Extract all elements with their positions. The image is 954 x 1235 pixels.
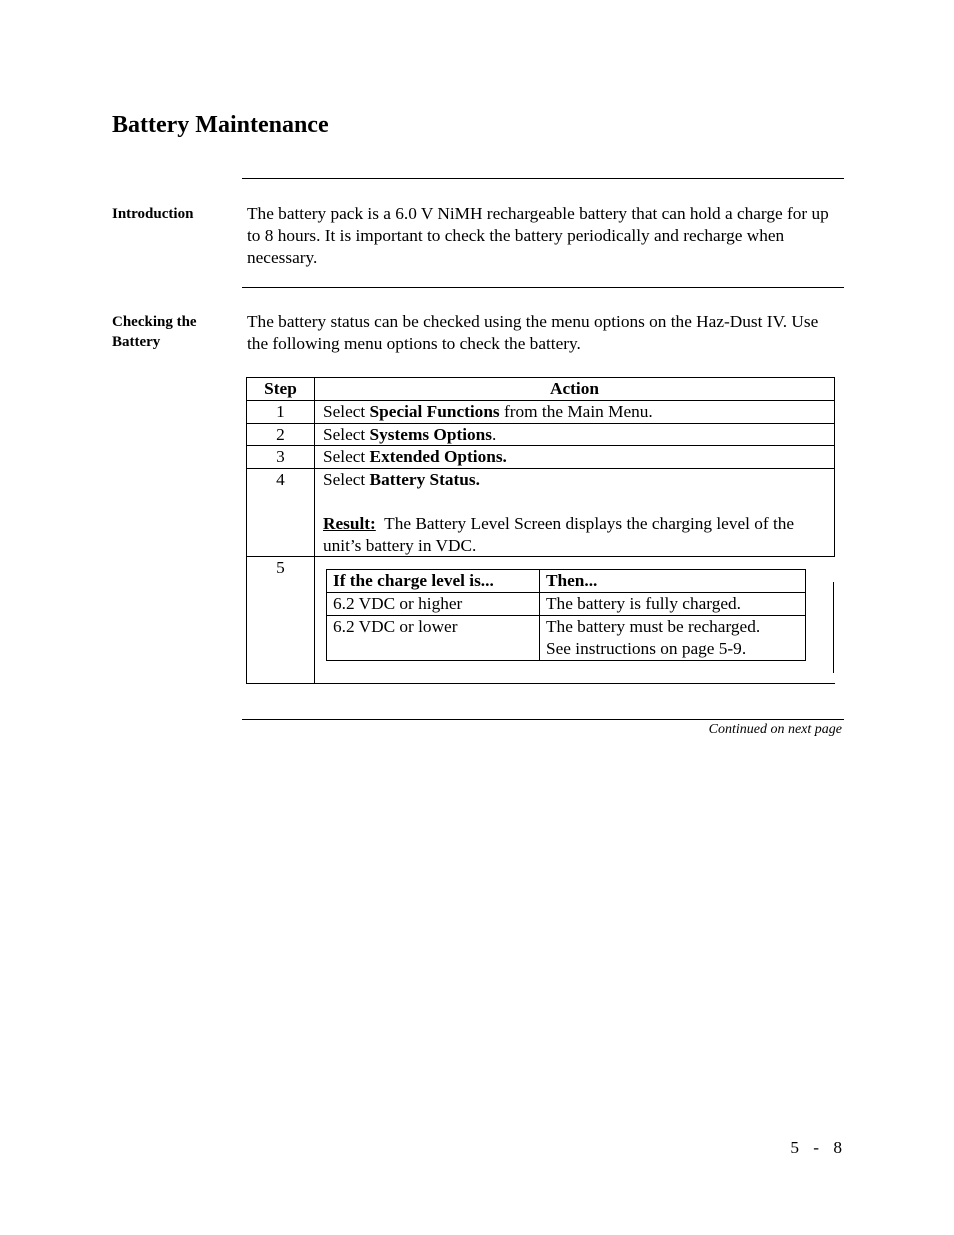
step-number: 1 <box>247 400 315 423</box>
menu-option: Extended Options. <box>369 447 507 467</box>
section-divider <box>242 287 844 288</box>
charge-condition: 6.2 VDC or lower <box>327 615 540 660</box>
menu-option: Special Functions <box>369 401 500 421</box>
table-right-border-fragment <box>833 582 834 673</box>
step-result: Result: The Battery Level Screen displays the charging level of the unit’s battery in VDC. <box>323 513 799 555</box>
page-title: Battery Maintenance <box>112 112 329 138</box>
table-row <box>247 446 835 469</box>
page-number: 5 - 8 <box>790 1138 842 1157</box>
menu-option: Systems Options <box>369 424 492 444</box>
table-row <box>247 557 835 683</box>
section-divider <box>242 178 844 179</box>
header-if: If the charge level is... <box>327 570 540 593</box>
header-then: Then... <box>540 570 806 593</box>
step-action: Select Systems Options. <box>315 423 835 446</box>
section-divider <box>242 719 844 720</box>
menu-option: Battery Status. <box>369 470 480 490</box>
header-action: Action <box>315 378 835 401</box>
charge-result: The battery must be recharged. See instructions on page 5-9. <box>540 615 806 660</box>
step-action: Select Extended Options. <box>315 446 835 469</box>
checking-battery-label <box>112 312 237 352</box>
charge-result: The battery is fully charged. <box>540 593 806 616</box>
inner-header-row <box>327 570 806 593</box>
table-row <box>247 423 835 446</box>
step-action <box>315 557 835 683</box>
step-action: Select Battery Status. Result: The Battery Level Screen displays the charging level of the unit’s battery in VDC. <box>315 469 835 557</box>
step-number: 2 <box>247 423 315 446</box>
checking-battery-text: The battery status can be checked using the menu options on the Haz-Dust IV. Use the following menu options to check the battery. <box>247 312 819 353</box>
charge-level-table <box>326 569 806 660</box>
step-number: 5 <box>247 557 315 683</box>
header-step: Step <box>247 378 315 401</box>
checking-label-line2: Battery <box>112 334 161 350</box>
steps-table <box>246 377 835 684</box>
table-row <box>327 615 806 660</box>
result-label: Result: <box>323 513 376 533</box>
charge-condition: 6.2 VDC or higher <box>327 593 540 616</box>
table-header-row <box>247 378 835 401</box>
step-action: Select Special Functions from the Main Menu. <box>315 400 835 423</box>
introduction-label: Introduction <box>112 206 194 222</box>
checking-label-line1: Checking the <box>112 314 197 330</box>
table-row <box>327 593 806 616</box>
continued-note: Continued on next page <box>708 722 842 737</box>
step-number: 4 <box>247 469 315 557</box>
table-row <box>247 400 835 423</box>
table-row <box>247 469 835 557</box>
step-number: 3 <box>247 446 315 469</box>
introduction-text: The battery pack is a 6.0 V NiMH rechargeable battery that can hold a charge for up to 8 hours. It is important to check the battery periodically and recharge when necessary. <box>247 204 829 267</box>
